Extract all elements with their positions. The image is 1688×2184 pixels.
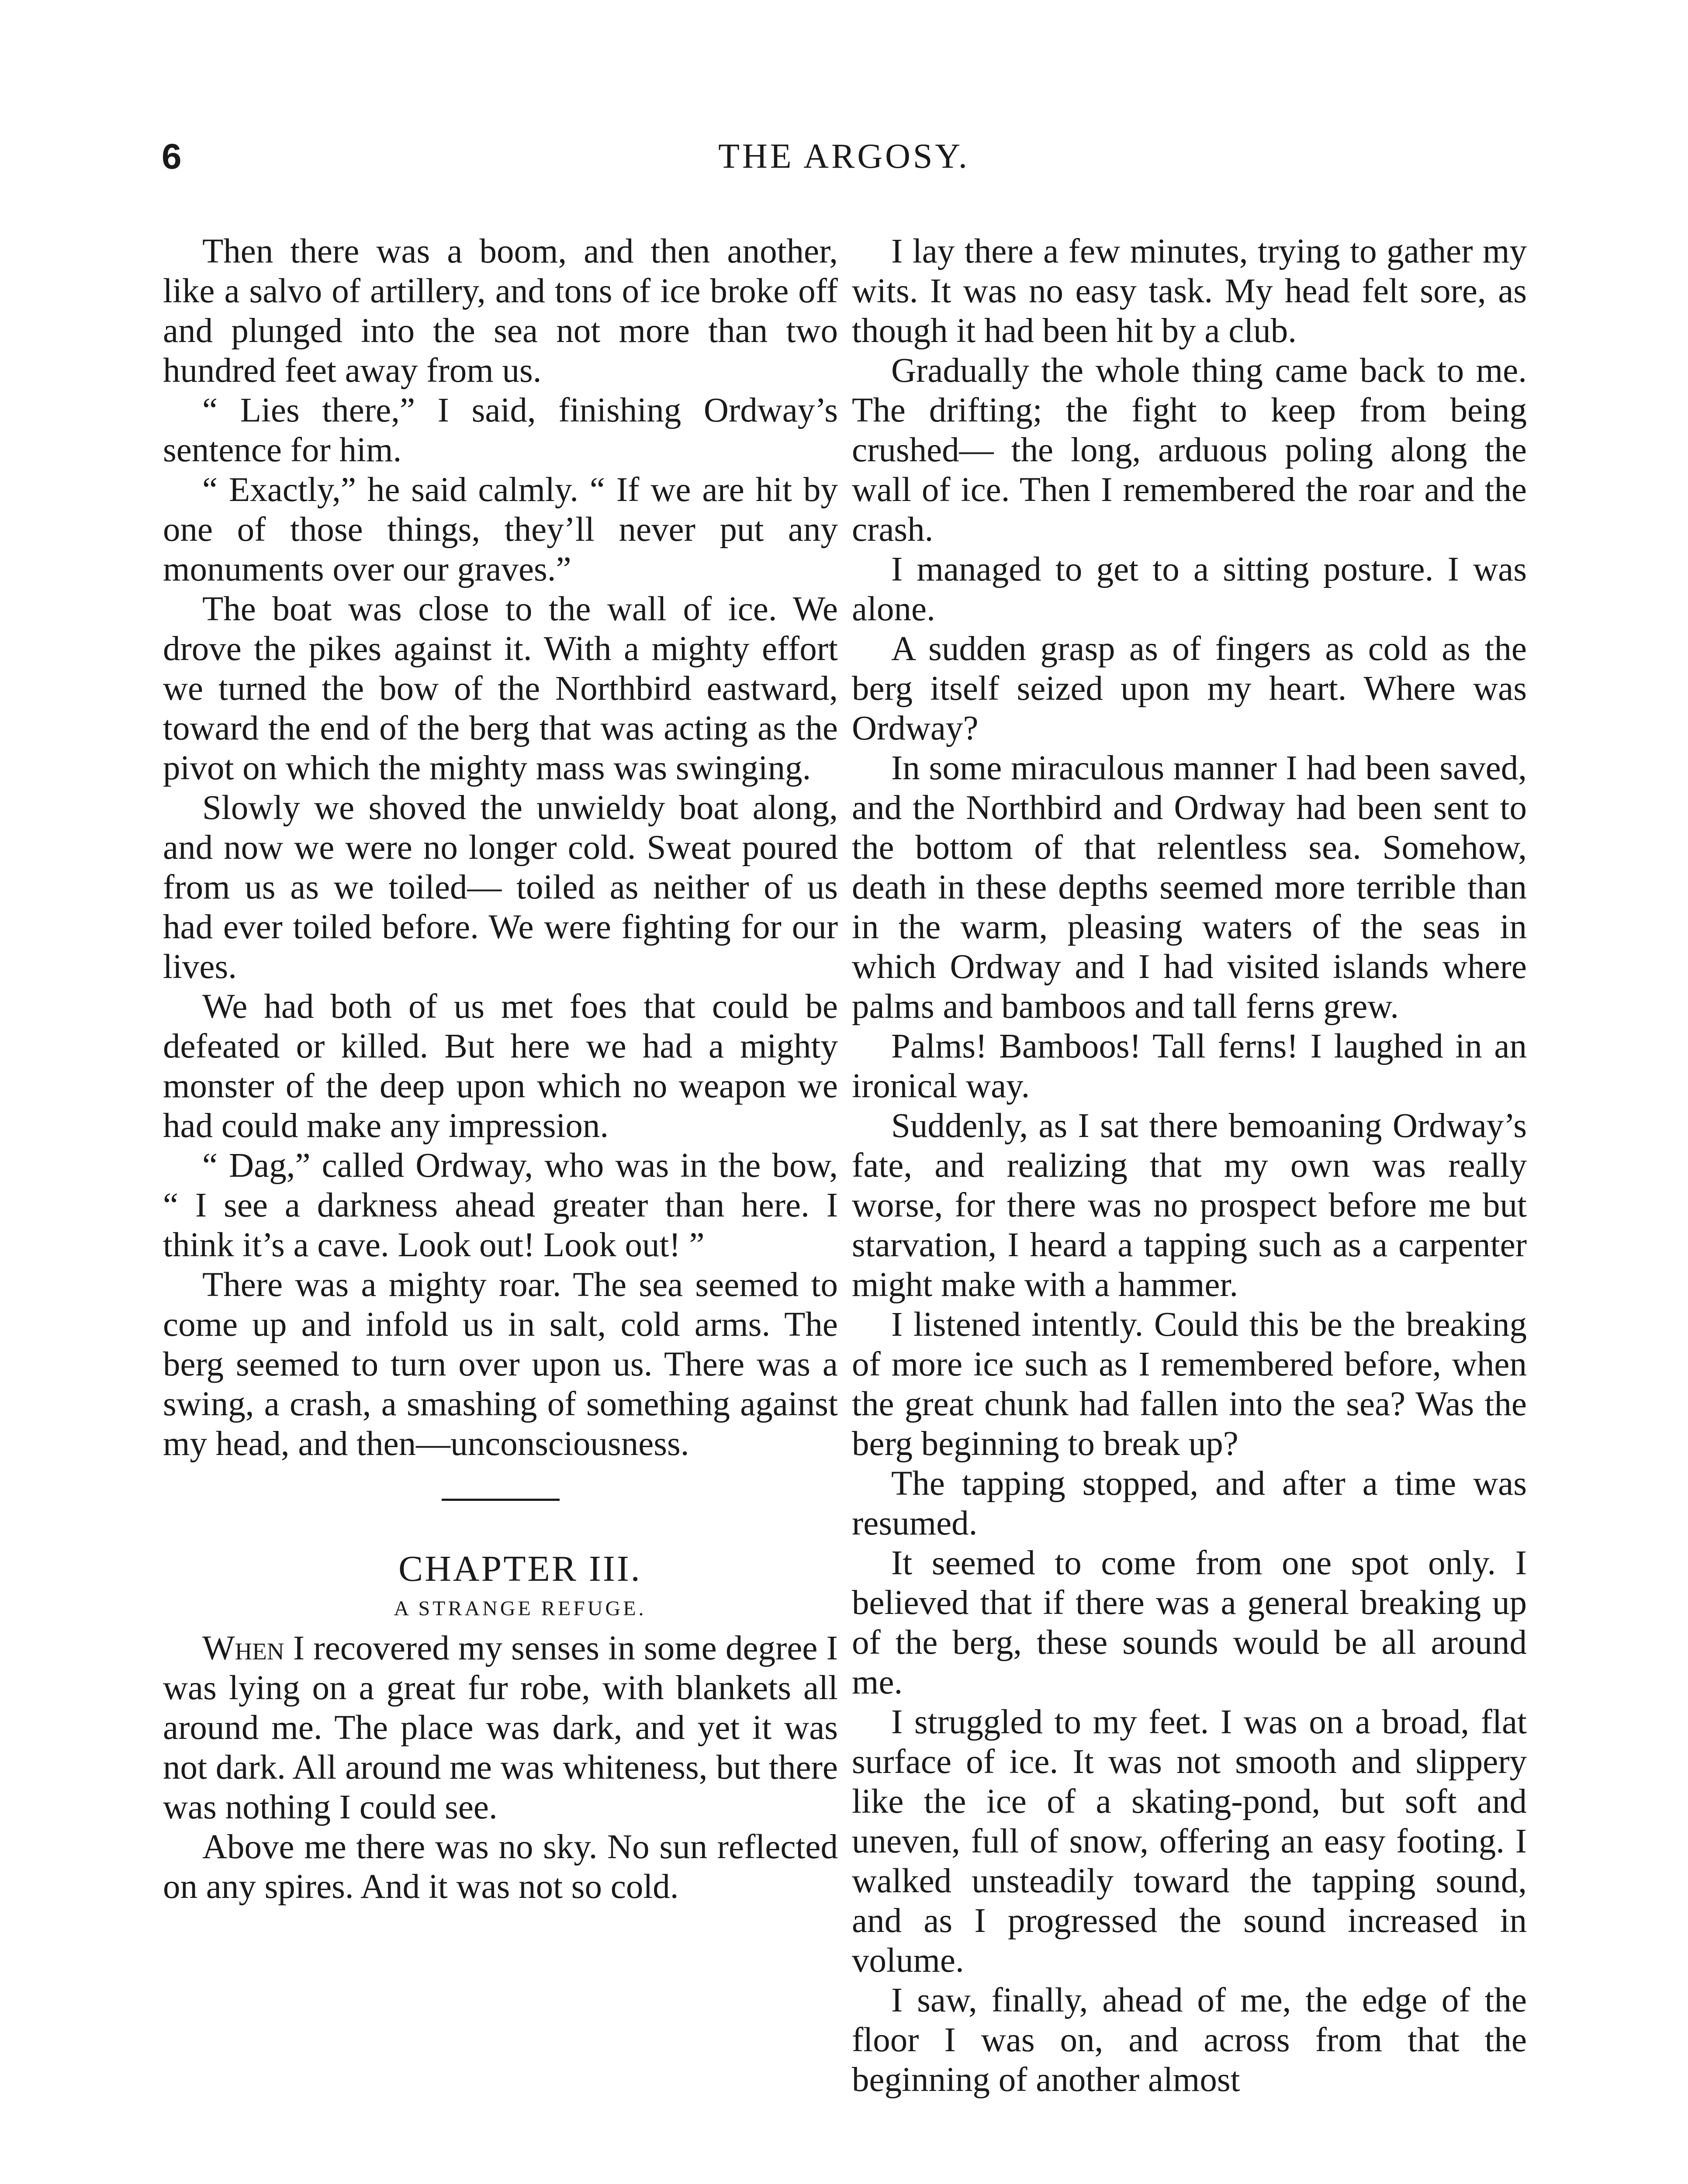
paragraph: Then there was a boom, and then another, like a salvo of artillery, and tons of ice broke off and plunged into the sea not more than two hundred feet away from us. [163, 232, 838, 390]
paragraph: I listened intently. Could this be the breaking of more ice such as I remembered before, when the great chunk had fallen into the sea? Was the berg beginning to break up? [852, 1306, 1527, 1463]
paragraph: Gradually the whole thing came back to me. The drifting; the fight to keep from being crushed— the long, arduous poling along the wall of ice. Then I remembered the roar and the crash. [852, 352, 1527, 549]
right-column [852, 232, 1527, 2100]
left-column [163, 232, 838, 1907]
paragraph: A sudden grasp as of fingers as cold as the berg itself seized upon my heart. Where was Ordway? [852, 630, 1527, 747]
chapter-title: CHAPTER III. [398, 1548, 642, 1589]
paragraph: “ Lies there,” I said, finishing Ordway’s sentence for him. [163, 391, 838, 469]
paragraph: Slowly we shoved the unwieldy boat along, and now we were no longer cold. Sweat poured from us as we toiled— toiled as neither of us had ever toiled before. We were fighting for our lives. [163, 789, 838, 986]
running-head: THE ARGOSY. [718, 137, 970, 176]
paragraph: It seemed to come from one spot only. I believed that if there was a general breaking up of the berg, these sounds would be all around me. [852, 1544, 1527, 1701]
chapter-subtitle: A STRANGE REFUGE. [394, 1597, 647, 1620]
chapter-opening-text: I recovered my senses in some degree I was lying on a great fur robe, with blankets all around me. The place was dark, and yet it was not dark. All around me was whiteness, but there was nothing I could see. [163, 1629, 838, 1826]
page-number: 6 [162, 137, 182, 176]
chapter-lead-word: When [202, 1629, 284, 1667]
paragraph: I managed to get to a sitting posture. I was alone. [852, 550, 1527, 628]
paragraph: In some miraculous manner I had been saved, and the Northbird and Ordway had been sent to the bottom of that relentless sea. Somehow, death in these depths seemed more terrible than in the warm, pleasing waters of the seas in which Ordway and I had visited islands where palms and bamboos and tall ferns grew. [852, 749, 1527, 1026]
paragraph: We had both of us met foes that could be defeated or killed. But here we had a mighty monster of the deep upon which no weapon we had could make any impression. [163, 988, 838, 1145]
paragraph: There was a mighty roar. The sea seemed to come up and infold us in salt, cold arms. The berg seemed to turn over upon us. There was a swing, a crash, a smashing of something against my head, and then—unconsciousness. [163, 1266, 838, 1463]
paragraph: Suddenly, as I sat there bemoaning Ordway’s fate, and realizing that my own was really worse, for there was no prospect before me but starvation, I heard a tapping such as a carpenter might make with a hammer. [852, 1107, 1527, 1304]
paragraph: “ Dag,” called Ordway, who was in the bow, “ I see a darkness ahead greater than here. I think it’s a cave. Look out! Look out! ” [163, 1147, 838, 1264]
section-divider [442, 1499, 560, 1501]
paragraph: Palms! Bamboos! Tall ferns! I laughed in an ironical way. [852, 1027, 1527, 1105]
paragraph: I struggled to my feet. I was on a broad, flat surface of ice. It was not smooth and slippery like the ice of a skating-pond, but soft and uneven, full of snow, offering an easy footing. I walked unsteadily toward the tapping sound, and as I progressed the sound increased in volume. [852, 1703, 1527, 1980]
paragraph: I saw, finally, ahead of me, the edge of the floor I was on, and across from that the beginning of another almost [852, 1981, 1527, 2099]
paragraph: “ Exactly,” he said calmly. “ If we are hit by one of those things, they’ll never put any monuments over our graves.” [163, 471, 838, 588]
paragraph: The tapping stopped, and after a time was resumed. [852, 1465, 1527, 1542]
paragraph: The boat was close to the wall of ice. We drove the pikes against it. With a mighty effort we turned the bow of the Northbird eastward, toward the end of the berg that was acting as the pivot on which the mighty mass was swinging. [163, 590, 838, 787]
paragraph: Above me there was no sky. No sun reflected on any spires. And it was not so cold. [163, 1828, 838, 1906]
paragraph: I lay there a few minutes, trying to gather my wits. It was no easy task. My head felt sore, as though it had been hit by a club. [852, 232, 1527, 350]
chapter-opening-paragraph [163, 1628, 838, 1827]
